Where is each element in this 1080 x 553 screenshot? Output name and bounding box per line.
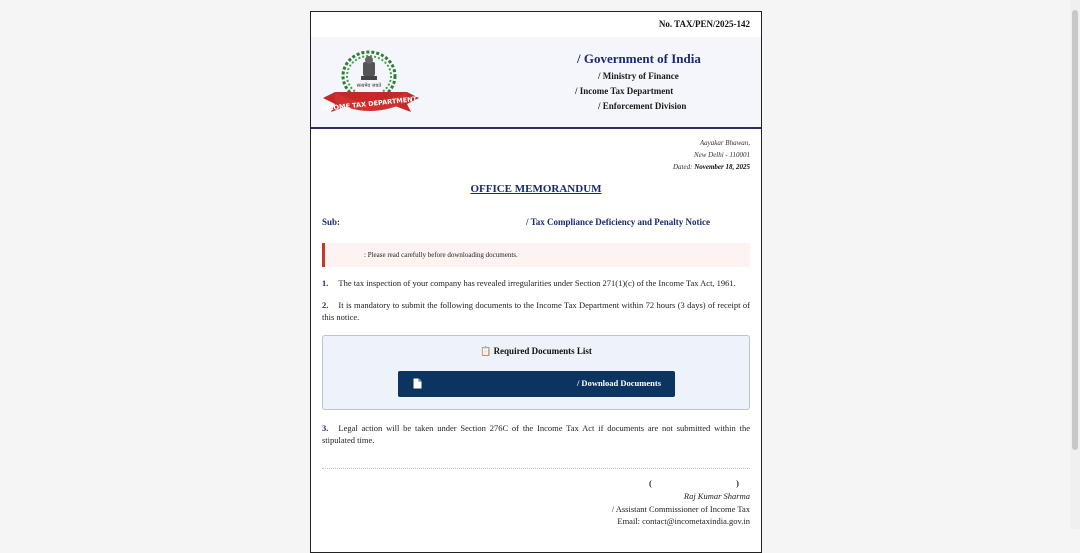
division-line: / Enforcement Division	[598, 101, 687, 111]
signatory-designation: / Assistant Commissioner of Income Tax	[611, 503, 750, 514]
date-value: November 18, 2025	[694, 163, 750, 171]
emblem-motto: सत्यमेव जयते	[356, 83, 382, 89]
clipboard-icon: 📋	[480, 346, 492, 356]
department-line: / Income Tax Department	[575, 86, 674, 96]
page-scrollbar[interactable]	[1070, 0, 1080, 529]
download-documents-label: / Download Documents	[576, 378, 661, 388]
date-line	[311, 161, 750, 173]
document-icon	[413, 378, 422, 389]
paragraph-number: 1.	[322, 278, 329, 288]
address-block	[311, 129, 761, 173]
memo-title: OFFICE MEMORANDUM	[470, 183, 602, 195]
letterhead	[311, 37, 761, 129]
date-label: Dated:	[673, 163, 693, 171]
government-title: / Government of India	[577, 51, 701, 66]
address-line-1: Aayakar Bhawan,	[699, 139, 750, 147]
open-paren: (	[649, 478, 652, 488]
ministry-line: / Ministry of Finance	[598, 71, 679, 81]
paragraph-3	[322, 422, 750, 446]
document-page	[310, 11, 762, 553]
signature-parentheses	[311, 477, 750, 490]
subject-text: / Tax Compliance Deficiency and Penalty Notice	[526, 217, 710, 227]
paragraph-text: The tax inspection of your company has revealed irregularities under Section 271(1)(c) of the Income Tax Act, 1961.	[338, 278, 736, 288]
reference-number: No. TAX/PEN/2025-142	[658, 19, 750, 29]
paragraph-text: It is mandatory to submit the following documents to the Income Tax Department within 72 hours (3 days) of receipt of this notice.	[322, 300, 750, 322]
subject-label: Sub:	[322, 217, 341, 227]
close-paren: )	[736, 478, 739, 488]
paragraph-number: 2.	[322, 300, 329, 310]
paragraph-number: 3.	[322, 423, 329, 433]
download-documents-button[interactable]	[398, 371, 675, 397]
paragraph-2	[322, 299, 750, 323]
address-line-2: New Delhi - 110001	[693, 151, 750, 159]
warning-notice: : Please read carefully before downloading documents.	[322, 243, 750, 267]
required-documents-label: Required Documents List	[493, 346, 592, 356]
paragraph-1	[322, 277, 750, 289]
subject-row	[311, 217, 761, 233]
emblem-ribbon-text: INCOME TAX DEPARTMENT	[321, 94, 418, 114]
scrollbar-thumb[interactable]	[1072, 10, 1078, 450]
signatory-name: Raj Kumar Sharma	[683, 491, 750, 501]
signatory-email: Email: contact@incometaxindia.gov.in	[617, 516, 750, 526]
signature-block	[311, 477, 761, 528]
required-documents-title	[323, 346, 749, 357]
required-documents-box	[322, 335, 750, 410]
paragraph-text: Legal action will be taken under Section 276C of the Income Tax Act if documents are not submitted within the stipulated time.	[322, 423, 750, 445]
signature-divider	[322, 468, 750, 469]
